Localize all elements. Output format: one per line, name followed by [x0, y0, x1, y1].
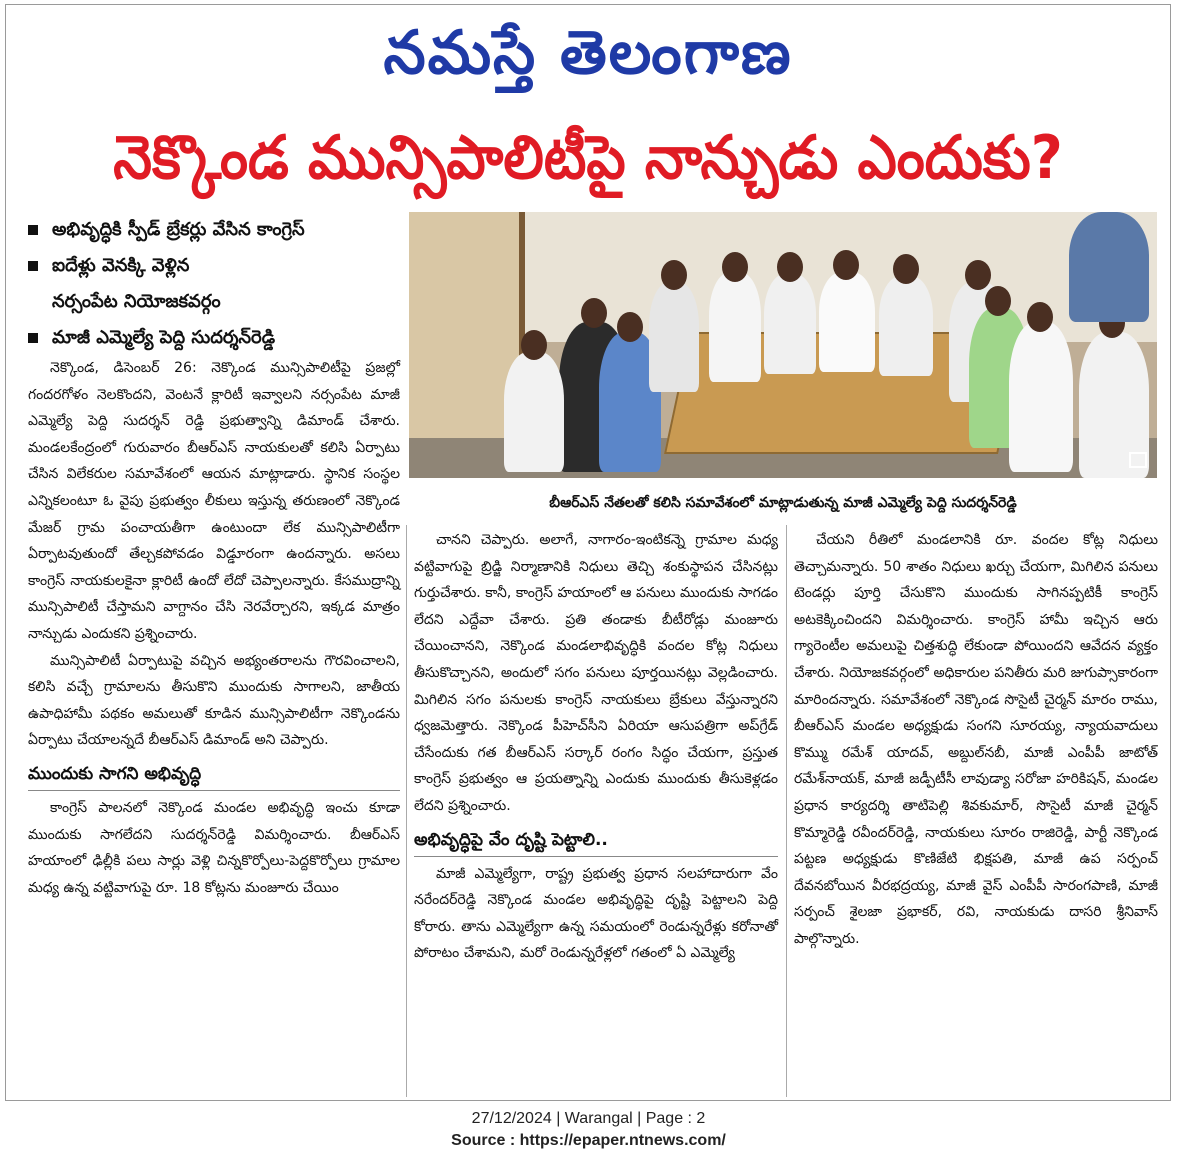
article-column-3 [794, 527, 1158, 953]
article-paragraph: నెక్కొండ, డిసెంబర్ 26: నెక్కొండ మున్సిపాలిటీపై ప్రజల్లో గందరగోళం నెలకొందని, వెంటనే క్లారిటీ ఇవ్వాలని నర్సంపేట మాజీ ఎమ్మెల్యే పెద్ది సుదర్శన్ రెడ్డి ప్రభుత్వాన్ని డిమాండ్ చేశారు. మండలకేంద్రంలో గురువారం బీఆర్‌ఎస్ నాయకులతో కలిసి ఏర్పాటు చేసిన విలేకరుల సమావేశంలో ఆయన మాట్లాడారు. స్థానిక సంస్థల ఎన్నికలంటూ ఓ వైపు ప్రభుత్వం లీకులు ఇస్తున్న తరుణంలో నెక్కొండ మేజర్ గ్రామ పంచాయతీగా ఉంటుందా లేక మున్సిపాలిటీగా ఏర్పాటవుతుందో తేల్చకపోవడం విడ్డూరంగా ఉందన్నారు. అసలు కాంగ్రెస్ నాయకులకైనా క్లారిటీ ఉందో లేదో చెప్పాలన్నారు. కేసముద్రాన్ని మున్సిపాలిటీ చేస్తామని వాగ్దానం చేసి నెరవేర్చారని, ఇక్కడ మాత్రం నాన్చుడు ఎందుకని ప్రశ్నించారు. [28, 360, 400, 642]
photo-head [617, 312, 643, 342]
bullet-square-icon [28, 333, 38, 343]
photo-head [581, 298, 607, 328]
photo-head [893, 254, 919, 284]
masthead-logo: నమస్తే తెలంగాణ [383, 18, 793, 88]
photo-person [1009, 322, 1073, 472]
bullet-square-icon [28, 261, 38, 271]
column-divider [406, 525, 407, 1097]
article-paragraph: మున్సిపాలిటీ ఏర్పాటుపై వచ్చిన అభ్యంతరాలను గౌరవించాలని, కలిసి వచ్చే గ్రామాలను తీసుకొని ముందుకు సాగాలని, జాతీయ ఉపాధిహామీ పథకం అమలుతో కూడిన మున్సిపాలిటీగా నెక్కొండను ఏర్పాటు చేయాలన్నదే బీఆర్‌ఎస్ డిమాండ్ అని చెప్పారు. [28, 652, 400, 749]
photo-head [777, 252, 803, 282]
photo-head [722, 252, 748, 282]
photo-caption: బీఆర్‌ఎస్ నేతలతో కలిసి సమావేశంలో మాట్లాడుతున్న మాజీ ఎమ్మెల్యే పెద్ది సుదర్శన్‌రెడ్డి [409, 483, 1157, 523]
photo-head [1027, 302, 1053, 332]
article-column-1 [28, 355, 400, 901]
newspaper-clipping [5, 4, 1171, 1101]
source-link[interactable]: Source : https://epaper.ntnews.com/ [451, 1132, 726, 1149]
bullet-item: మాజీ ఎమ్మెల్యే పెద్ది సుదర్శన్‌రెడ్డి [24, 320, 404, 356]
article-paragraph: చానని చెప్పారు. అలాగే, నాగారం-ఇంటికన్నె గ్రామాల మధ్య వట్టివాగుపై బ్రిడ్జి నిర్మాణానికి నిధులు తెచ్చి శంకుస్థాపన చేసినట్లు గుర్తుచేశారు. కానీ, కాంగ్రెస్ హయాంలో ఆ పనులు ముందుకు సాగడం లేదని ఎద్దేవా చేశారు. ప్రతి తండాకు బీటీరోడ్లు మంజూరు చేయించానని, నెక్కొండ మండలాభివృద్ధికి వందల కోట్ల నిధులు తీసుకొచ్చానని, అందులో సగం పనులు పూర్తయినట్లు వెల్లడించారు. మిగిలిన సగం పనులకు కాంగ్రెస్ నాయకులు బ్రేకులు వేస్తున్నారని ధ్వజమెత్తారు. నెక్కొండ పీహెచ్‌సీని ఏరియా ఆసుపత్రిగా అప్‌గ్రేడ్ చేసేందుకు గత బీఆర్‌ఎస్ సర్కార్ రంగం సిద్ధం చేయగా, ప్రస్తుత కాంగ్రెస్ ప్రభుత్వం ఆ ప్రయత్నాన్ని ఎందుకు ముందుకు తీసుకెళ్లడం లేదని ప్రశ్నించారు. [414, 532, 778, 814]
article-paragraph: మాజీ ఎమ్మెల్యేగా, రాష్ట్ర ప్రభుత్వ ప్రధాన సలహాదారుగా వేం నరేందర్‌రెడ్డి నెక్కొండ మండల అభివృద్ధిపై దృష్టి పెట్టాలని పెద్ది కోరారు. తాను ఎమ్మెల్యేగా ఉన్న సమయంలో రెండున్నరేళ్లు కరోనాతో పోరాటం చేశామని, మరో రెండున్నరేళ్లలో గతంలో ఏ ఎమ్మెల్యే [414, 865, 778, 962]
photo-person [504, 352, 564, 472]
column-divider [786, 525, 787, 1097]
clipping-footer [0, 1108, 1177, 1152]
photo-person [764, 274, 816, 374]
photo-person [879, 276, 933, 376]
bullet-item: అభివృద్ధికి స్పీడ్ బ్రేకర్లు వేసిన కాంగ్రెస్ [24, 212, 404, 248]
highlight-bullets [24, 212, 404, 356]
bullet-item-continued: నర్సంపేట నియోజకవర్గం [52, 291, 221, 312]
photo-head [985, 286, 1011, 316]
photo-head [661, 260, 687, 290]
bullet-square-icon [28, 225, 38, 235]
article-paragraph: కాంగ్రెస్ పాలనలో నెక్కొండ మండల అభివృద్ధి ఇంచు కూడా ముందుకు సాగలేదని సుదర్శన్‌రెడ్డి విమర్శించారు. బీఆర్‌ఎస్ హయాంలో ఢిల్లీకి పలు సార్లు వెళ్లి చిన్నకొర్పోలు-పెద్దకొర్పోలు గ్రామాల మధ్య ఉన్న వట్టివాగుపై రూ. 18 కోట్లను మంజూరు చేయిం [28, 799, 400, 896]
headline-area [18, 115, 1158, 201]
article-column-2 [414, 527, 778, 967]
photo-person [819, 272, 875, 372]
photo-head [965, 260, 991, 290]
issue-info: 27/12/2024 | Warangal | Page : 2 [471, 1110, 706, 1127]
bullet-item: ఐదేళ్లు వెనక్కి వెళ్లిన [24, 248, 404, 284]
article-paragraph: చేయని రీతిలో మండలానికి రూ. వందల కోట్ల నిధులు తెచ్చామన్నారు. 50 శాతం నిధులు ఖర్చు చేయగా, మిగిలిన పనులు టెండర్లు పూర్తి చేసుకొని ముందుకు సాగినప్పటికీ కాంగ్రెస్ అటకెక్కించిందని విమర్శించారు. కాంగ్రెస్ హామీ ఇచ్చిన ఆరు గ్యారెంటీల అమలుపై చిత్తశుద్ధి లేకుండా పోయిందని ఆవేదన వ్యక్తం చేశారు. నియోజకవర్గంలో అధికారుల పనితీరు మరి జుగుప్సాకారంగా మారిందన్నారు. సమావేశంలో నెక్కొండ సొసైటీ చైర్మన్ మారం రాము, బీఆర్‌ఎస్ మండల అధ్యక్షుడు సంగని సూరయ్య, న్యాయవాదులు కొమ్ము రమేశ్ యాదవ్, అబ్దుల్‌నబీ, మాజీ ఎంపీపీ జాటోత్ రమేశ్‌నాయక్, మాజీ జడ్పీటీసీ లావుడ్యా సరోజా హరికిషన్, మండల ప్రధాన కార్యదర్శి తాటిపెల్లి శివకుమార్, సొసైటీ మాజీ చైర్మన్ కొమ్మారెడ్డి రవీందర్‌రెడ్డి, నాయకులు సూరం రాజిరెడ్డి, పార్టీ నెక్కొండ పట్టణ అధ్యక్షుడు కొణిజేటి భిక్షపతి, మాజీ ఉప సర్పంచ్ దేవనబోయిన వీరభద్రయ్య, మాజీ వైస్ ఎంపీపీ సారంగపాణి, మాజీ సర్పంచ్ శైలజా ప్రభాకర్, రవి, నాయకుడు దాసరి శ్రీనివాస్ పాల్గొన్నారు. [794, 532, 1158, 947]
article-subhead: ముందుకు సాగని అభివృద్ధి [28, 758, 400, 791]
news-photo [409, 212, 1157, 478]
photo-watermark-icon [1129, 452, 1147, 468]
photo-head [833, 250, 859, 280]
photo-person [709, 272, 761, 382]
headline: నెక్కొండ మున్సిపాలిటీపై నాన్చుడు ఎందుకు? [113, 123, 1063, 193]
photo-person [1069, 212, 1149, 322]
article-subhead: అభివృద్ధిపై వేం దృష్టి పెట్టాలి.. [414, 824, 778, 857]
photo-head [521, 330, 547, 360]
photo-person [649, 282, 699, 392]
